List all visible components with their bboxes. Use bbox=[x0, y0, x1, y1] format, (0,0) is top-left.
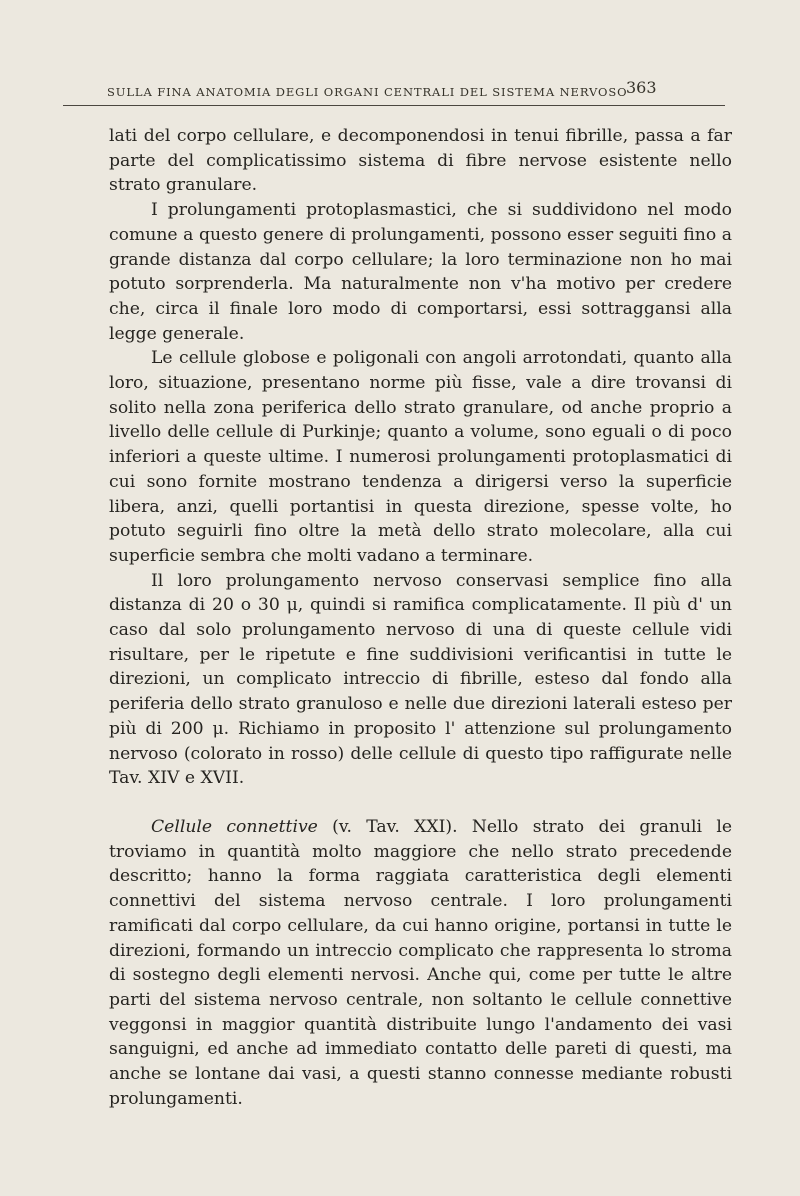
paragraph-2: I prolungamenti protoplasmastici, che si suddividono nel modo comune a questo genere di prolungamenti, possono esser seguiti fino a grande distanza dal corpo cellulare; la loro terminazione non ho mai potuto sorprenderla. Ma naturalmente non v'ha motivo per credere che, circa il finale loro modo di comportarsi, essi sottraggansi alla legge generale. bbox=[109, 200, 732, 344]
header-rule bbox=[63, 105, 725, 106]
paragraph-4: Il loro prolungamento nervoso conservasi semplice fino alla distanza di 20 o 30 μ, quindi si ramifica complicatamente. Il più d' un caso dal solo prolungamento nervoso di una di queste cellule vidi risultare, per le ripetute e fine suddivisioni verificantisi in tutte le direzioni, un complicato intreccio di fibrille, esteso dal fondo alla periferia dello strato granuloso e nelle due direzioni laterali esteso per più di 200 μ. Richiamo in proposito l' attenzione sul prolungamento nervoso (colorato in rosso) delle cellule di questo tipo raffigurate nelle Tav. XIV e XVII. bbox=[109, 570, 732, 789]
section-lead-italic: Cellule connettive bbox=[151, 816, 318, 837]
paragraph-5-text: (v. Tav. XXI). Nello strato dei granuli le troviamo in quantità molto maggiore che nello strato precedende descritto; hanno la forma raggiata caratteristica degli elementi connettivi del sistema nervoso centrale. I loro prolungamenti ramificati dal corpo cellulare, da cui hanno origine, portansi in tutte le direzioni, formando un intreccio complicato che rappresenta lo stroma di sostegno degli elementi nervosi. Anche qui, come per tutte le altre parti del sistema nervoso centrale, non soltanto le cellule connettive veggonsi in maggior quantità distribuite lungo l'andamento dei vasi sanguigni, ed anche ad immediato contatto delle pareti di questi, ma anche se lontane dai vasi, a questi stanno connesse mediante robusti prolungamenti. bbox=[109, 816, 732, 1109]
body-text bbox=[109, 124, 732, 1111]
paragraph-1: lati del corpo cellulare, e decomponendosi in tenui fibrille, passa a far parte del complicatissimo sistema di fibre nervose esistente nello strato granulare. bbox=[109, 126, 732, 196]
paragraph-3: Le cellule globose e poligonali con angoli arrotondati, quanto alla loro, situazione, presentano norme più fisse, vale a dire trovansi di solito nella zona periferica dello strato granulare, od anche proprio a livello delle cellule di Purkinje; quanto a volume, sono eguali o di poco inferiori a queste ultime. I numerosi prolungamenti protoplasmatici di cui sono fornite mostrano tendenza a dirigersi verso la superficie libera, anzi, quelli portantisi in questa direzione, spesse volte, ho potuto seguirli fino oltre la metà dello strato molecolare, alla cui superficie sembra che molti vadano a terminare. bbox=[109, 348, 732, 566]
running-title: SULLA FINA ANATOMIA DEGLI ORGANI CENTRALI DEL SISTEMA NERVOSO bbox=[107, 85, 628, 99]
paragraph-5 bbox=[109, 815, 732, 1111]
page-number: 363 bbox=[626, 78, 657, 97]
